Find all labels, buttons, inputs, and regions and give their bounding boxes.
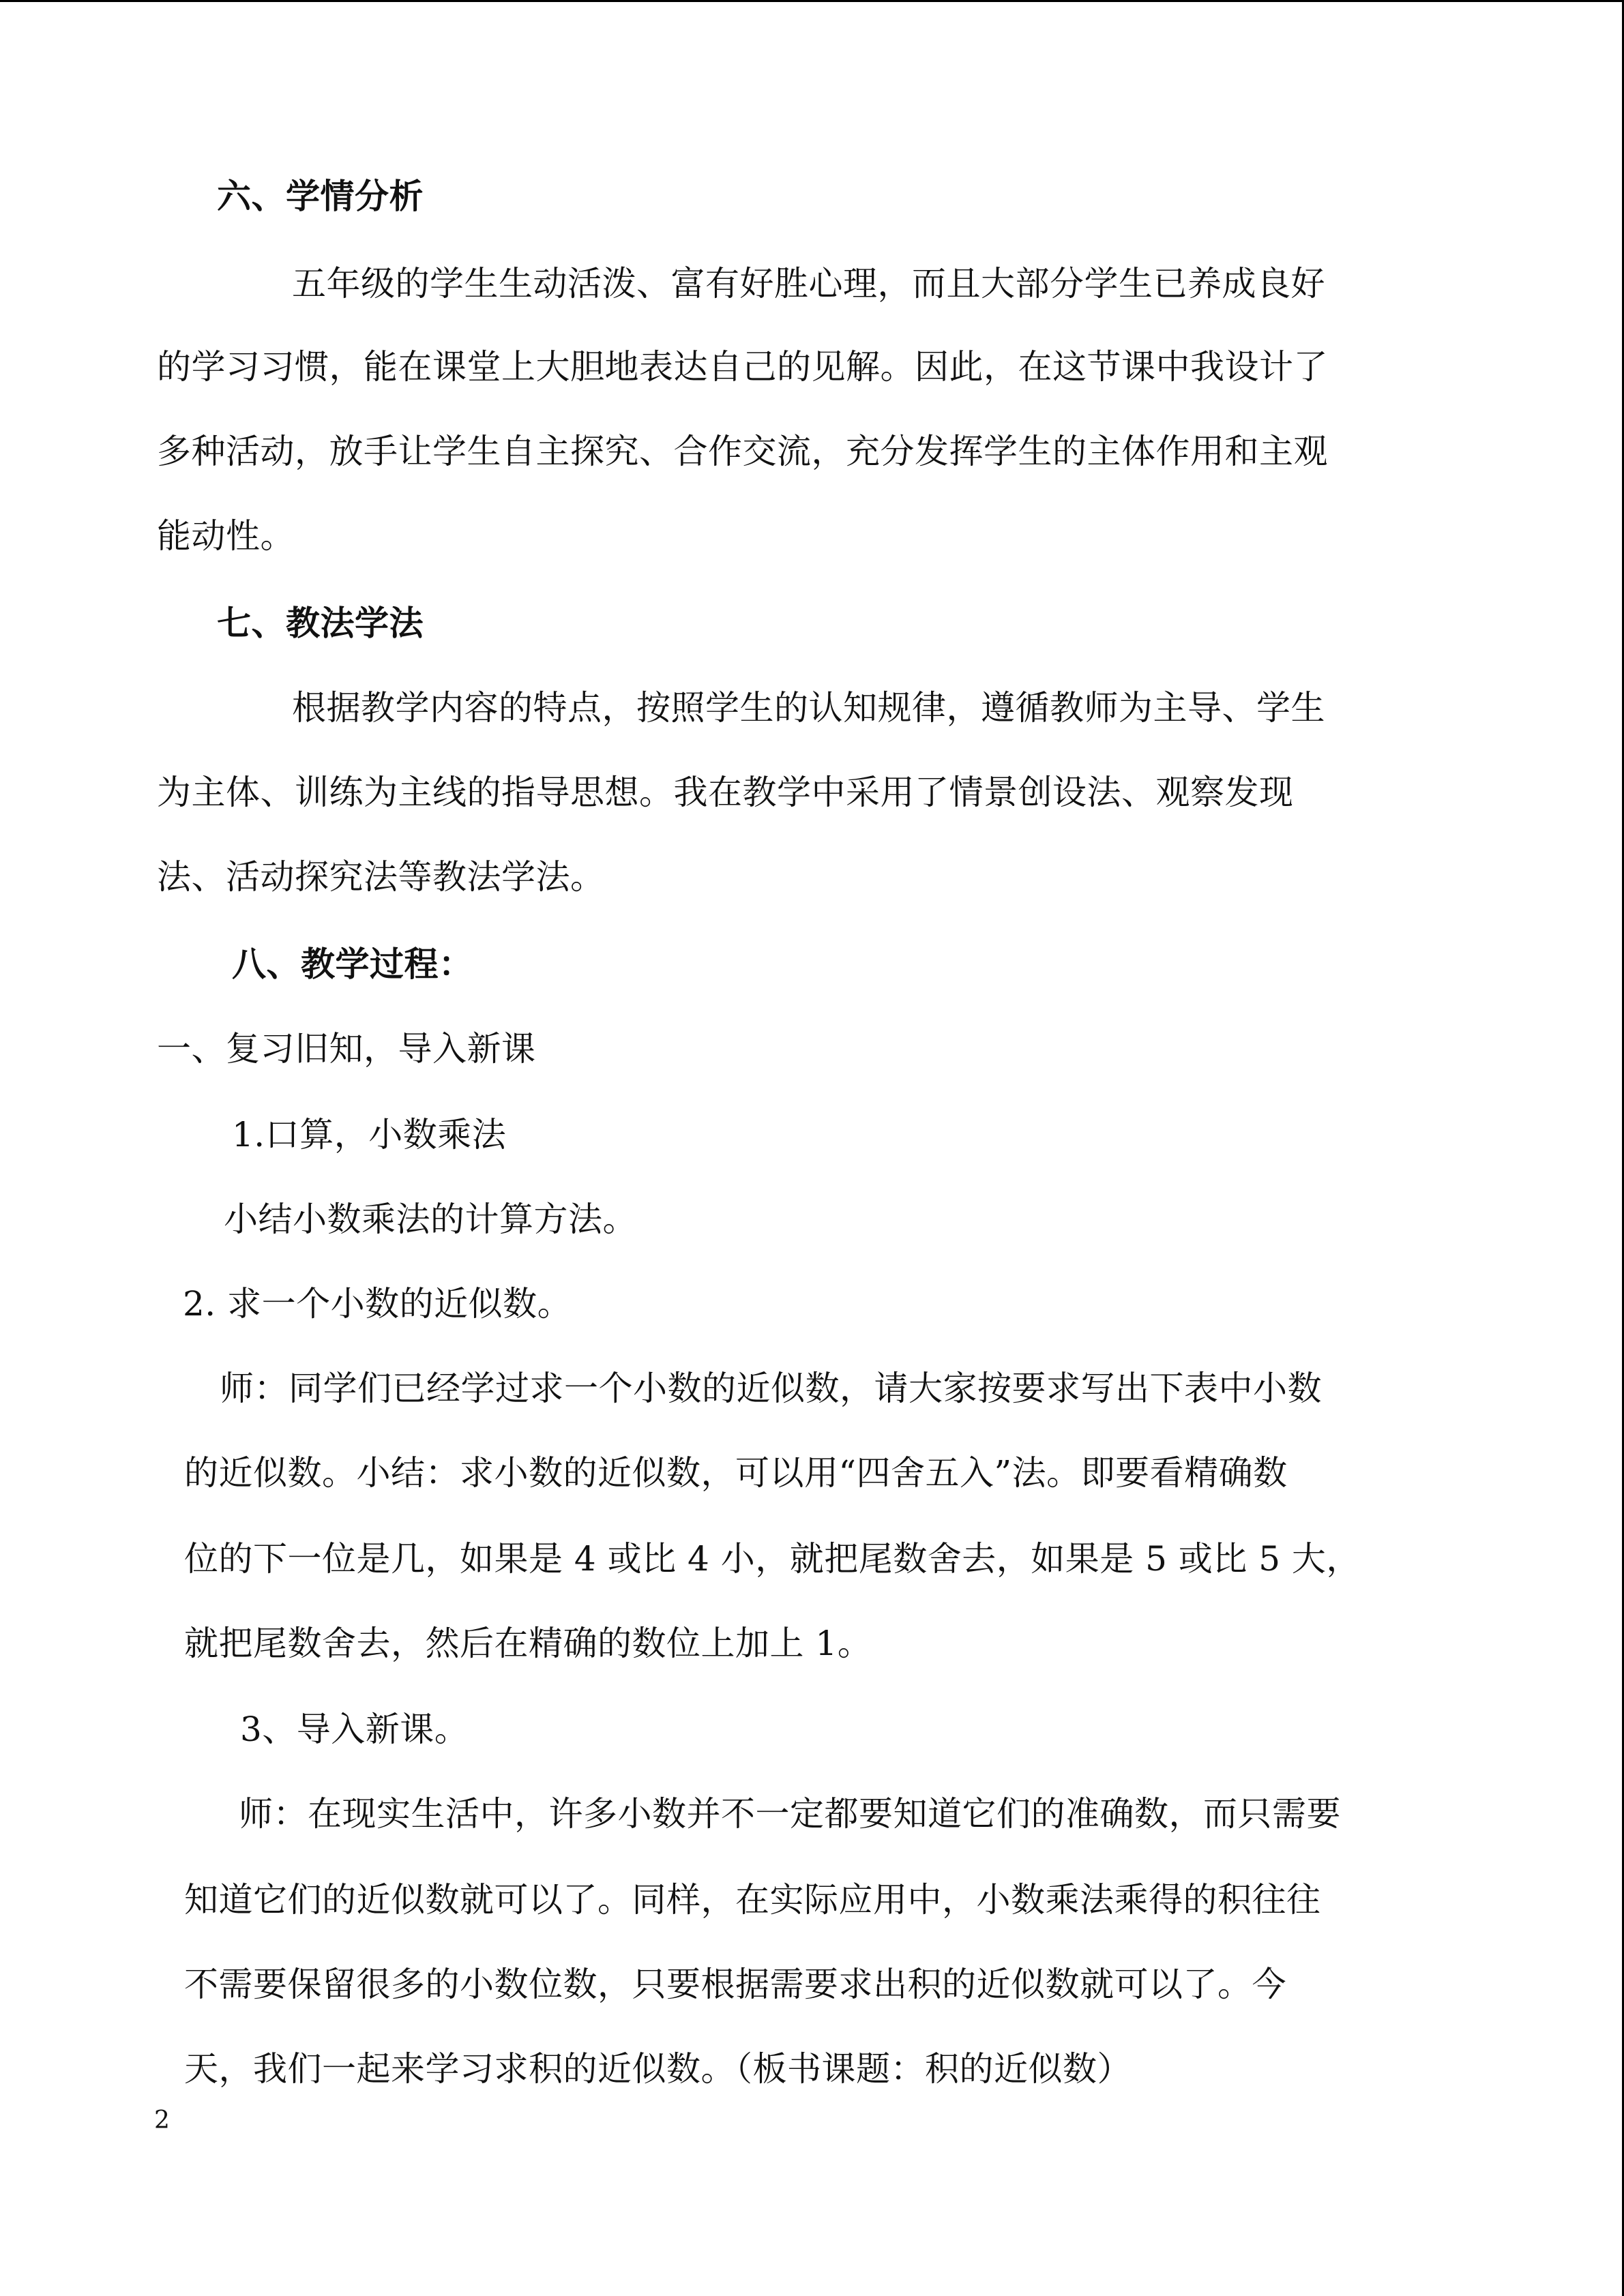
section-heading-teaching-process: 八、教学过程： bbox=[232, 944, 473, 984]
paragraph-line: 天，我们一起来学习求积的近似数。（板书课题：积的近似数） bbox=[184, 2049, 1132, 2089]
paragraph-line: 多种活动，放手让学生自主探究、合作交流，充分发挥学生的主体作用和主观 bbox=[157, 432, 1328, 471]
list-item: 3、导入新课。 bbox=[240, 1710, 469, 1749]
list-item-note: 小结小数乘法的计算方法。 bbox=[224, 1199, 637, 1239]
step-title: 一、复习旧知，导入新课 bbox=[157, 1029, 536, 1069]
paragraph-line: 不需要保留很多的小数位数，只要根据需要求出积的近似数就可以了。今 bbox=[184, 1965, 1286, 2004]
paragraph-line: 根据教学内容的特点，按照学生的认知规律，遵循教师为主导、学生 bbox=[292, 688, 1325, 728]
paragraph-line: 知道它们的近似数就可以了。同样，在实际应用中，小数乘法乘得的积往往 bbox=[184, 1880, 1321, 1920]
page-number: 2 bbox=[154, 2106, 170, 2134]
paragraph-line: 的近似数。小结：求小数的近似数，可以用“四舍五入”法。即要看精确数 bbox=[184, 1453, 1288, 1493]
section-heading-learner-analysis: 六、学情分析 bbox=[217, 177, 424, 216]
paragraph-line: 能动性。 bbox=[157, 516, 295, 556]
paragraph-line: 为主体、训练为主线的指导思想。我在教学中采用了情景创设法、观察发现 bbox=[157, 773, 1294, 812]
paragraph-line: 师：在现实生活中，许多小数并不一定都要知道它们的准确数，而只需要 bbox=[239, 1794, 1341, 1834]
paragraph-line: 法、活动探究法等教法学法。 bbox=[157, 857, 605, 897]
paragraph-line: 师：同学们已经学过求一个小数的近似数，请大家按要求写出下表中小数 bbox=[220, 1369, 1322, 1408]
paragraph-line: 五年级的学生生动活泼、富有好胜心理，而且大部分学生已养成良好 bbox=[292, 264, 1325, 303]
paragraph-line: 就把尾数舍去，然后在精确的数位上加上 1。 bbox=[184, 1624, 872, 1663]
paragraph-line: 的学习习惯，能在课堂上大胆地表达自己的见解。因此，在这节课中我设计了 bbox=[157, 347, 1328, 387]
list-item: 1.口算，小数乘法 bbox=[232, 1115, 507, 1154]
paragraph-line: 位的下一位是几，如果是 4 或比 4 小，就把尾数舍去，如果是 5 或比 5 大， bbox=[184, 1539, 1361, 1579]
list-item: 2. 求一个小数的近似数。 bbox=[183, 1284, 572, 1324]
section-heading-teaching-methods: 七、教法学法 bbox=[217, 603, 424, 643]
